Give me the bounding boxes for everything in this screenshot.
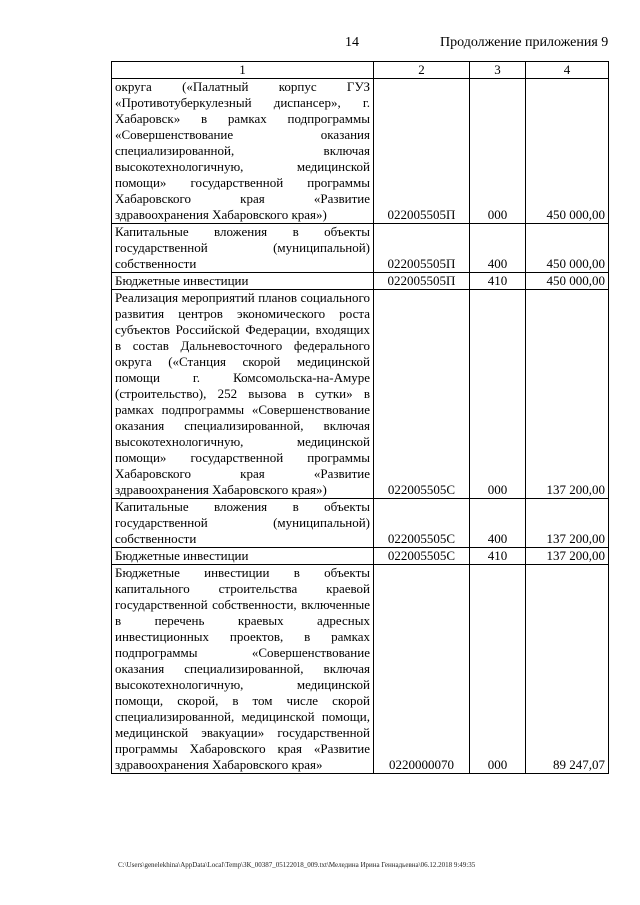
row-code: 022005505С: [374, 499, 470, 548]
row-expense-type: 410: [470, 548, 526, 565]
row-amount: 450 000,00: [526, 224, 609, 273]
row-name: Капитальные вложения в объекты государственной (муниципальной) собственности: [112, 224, 374, 273]
row-code: 022005505П: [374, 273, 470, 290]
row-name: Реализация мероприятий планов социального развития центров экономического роста субъектов Российской Федерации, входящих в состав Дальневосточного федерального округа («Станция скорой медицинской помощи г. Комсомольска-на-Амуре (строительство), 252 вызова в сутки» в рамках подпрограммы «Совершенствование оказания специализированной, включая высокотехнологичную, медицинской помощи» государственной программы Хабаровского края «Развитие здравоохранения Хабаровского края»): [112, 290, 374, 499]
table-row: [112, 499, 609, 548]
table-row: [112, 273, 609, 290]
row-amount: 137 200,00: [526, 499, 609, 548]
row-amount: 89 247,07: [526, 565, 609, 774]
row-expense-type: 000: [470, 290, 526, 499]
row-amount: 137 200,00: [526, 548, 609, 565]
table-row: [112, 224, 609, 273]
row-code: 022005505С: [374, 548, 470, 565]
row-amount: 450 000,00: [526, 273, 609, 290]
column-header-3: 3: [470, 62, 526, 79]
table-row: [112, 79, 609, 224]
row-name: Капитальные вложения в объекты государственной (муниципальной) собственности: [112, 499, 374, 548]
appendix-caption: Продолжение приложения 9: [440, 35, 609, 50]
row-expense-type: 000: [470, 79, 526, 224]
budget-table: [111, 61, 609, 774]
row-amount: 450 000,00: [526, 79, 609, 224]
row-code: 022005505П: [374, 224, 470, 273]
table-row: [112, 290, 609, 499]
row-amount: 137 200,00: [526, 290, 609, 499]
page-number: 14: [345, 35, 359, 50]
row-expense-type: 400: [470, 499, 526, 548]
row-name: Бюджетные инвестиции: [112, 273, 374, 290]
row-code: 0220000070: [374, 565, 470, 774]
row-name: Бюджетные инвестиции: [112, 548, 374, 565]
row-code: 022005505П: [374, 79, 470, 224]
column-header-1: 1: [112, 62, 374, 79]
table-row: [112, 565, 609, 774]
column-header-4: 4: [526, 62, 609, 79]
column-header-2: 2: [374, 62, 470, 79]
column-number-row: [112, 62, 609, 79]
table-row: [112, 548, 609, 565]
row-expense-type: 410: [470, 273, 526, 290]
row-name: округа («Палатный корпус ГУЗ «Противотуберкулезный диспансер», г. Хабаровск» в рамках подпрограммы «Совершенствование оказания специализированной, включая высокотехнологичную, медицинской помощи» государственной программы Хабаровского края «Развитие здравоохранения Хабаровского края»): [112, 79, 374, 224]
row-code: 022005505С: [374, 290, 470, 499]
row-name: Бюджетные инвестиции в объекты капитального строительства краевой государственной собственности, включенные в перечень краевых адресных инвестиционных проектов, в рамках подпрограммы «Совершенствование оказания специализированной, включая высокотехнологичную, медицинской помощи, скорой, в том числе скорой специализированной, медицинской помощи, медицинской эвакуации» государственной программы Хабаровского края «Развитие здравоохранения Хабаровского края»: [112, 565, 374, 774]
file-path-footer: C:\Users\genelekhina\AppData\Local\Temp\ЗК_00387_05122018_009.txt\Меледина Ирина Геннадьевна\06.12.2018 9:49:35: [118, 861, 476, 869]
row-expense-type: 400: [470, 224, 526, 273]
row-expense-type: 000: [470, 565, 526, 774]
